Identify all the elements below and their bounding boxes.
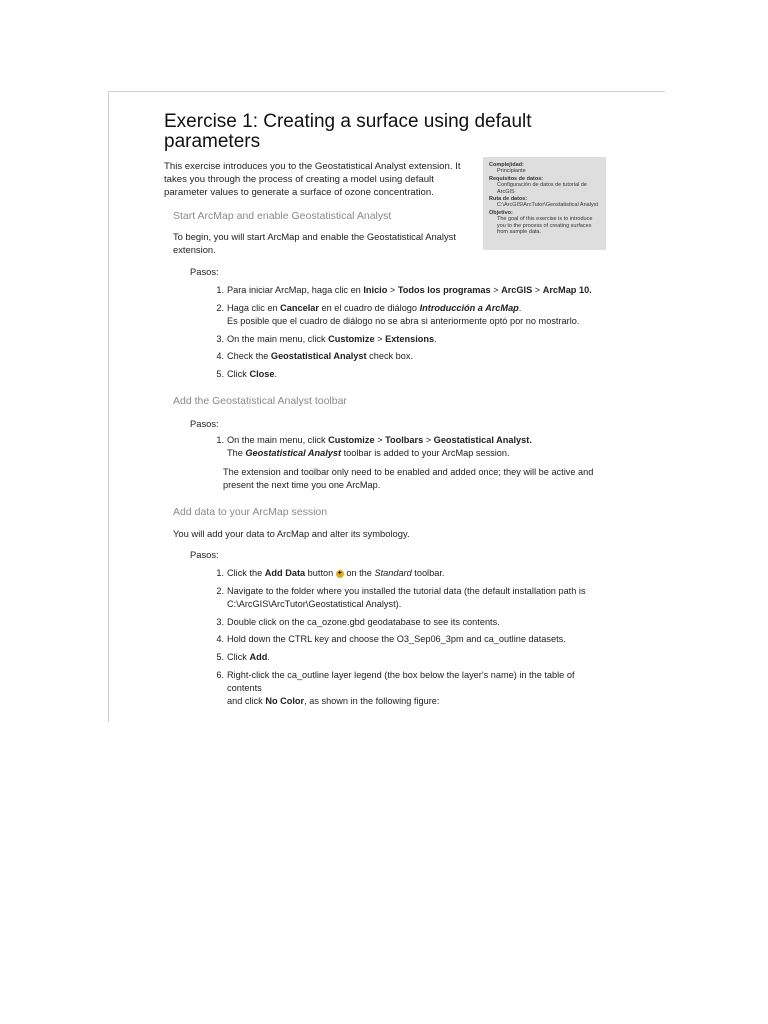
section2-pasos-label: Pasos: xyxy=(190,418,219,429)
requirements-value: Configuración de datos de tutorial de ArcGIS xyxy=(497,182,587,195)
step-number: 4. xyxy=(216,351,224,361)
section3-pasos-label: Pasos: xyxy=(190,549,219,560)
step-text: Haga clic en Cancelar en el cuadro de diálogo Introducción a ArcMap. Es posible que el cuadro de diálogo no se abra si anteriormente optó por no mostrarlo. xyxy=(227,303,580,326)
step-number: 2. xyxy=(216,586,224,596)
step-number: 6. xyxy=(216,670,224,680)
step-text: Para iniciar ArcMap, haga clic en Inicio > Todos los programas > ArcGIS > ArcMap 10. xyxy=(227,285,592,295)
step-text: Hold down the CTRL key and choose the O3_Sep06_3pm and ca_outline datasets. xyxy=(227,634,566,644)
section1-pasos-label: Pasos: xyxy=(190,266,219,277)
section1-paragraph: To begin, you will start ArcMap and enable the Geostatistical Analyst extension. xyxy=(173,231,456,255)
step-text: Double click on the ca_ozone.gbd geodatabase to see its contents. xyxy=(227,617,500,627)
step-text: On the main menu, click Customize > Toolbars > Geostatistical Analyst. The Geostatistical Analyst toolbar is added to your ArcMap session. xyxy=(227,435,532,458)
step-number: 4. xyxy=(216,634,224,644)
step-text: On the main menu, click Customize > Extensions. xyxy=(227,334,437,344)
step-number: 5. xyxy=(216,369,224,379)
step-number: 3. xyxy=(216,617,224,627)
intro-paragraph: This exercise introduces you to the Geostatistical Analyst extension. It takes you through the process of creating a model using default parameter values to generate a surface of ozone concentration. xyxy=(164,161,461,198)
page-title: Exercise 1: Creating a surface using default parameters xyxy=(164,111,532,152)
step-number: 2. xyxy=(216,303,224,313)
section-heading-add-toolbar: Add the Geostatistical Analyst toolbar xyxy=(173,395,347,407)
toolbar-note: The extension and toolbar only need to be enabled and added once; they will be active and present the next time you one ArcMap. xyxy=(223,467,594,490)
requirements-label: Requisitos de datos: xyxy=(489,175,544,182)
step-number: 1. xyxy=(216,568,224,578)
step-number: 5. xyxy=(216,652,224,662)
step-text: Click Close. xyxy=(227,369,278,379)
section3-paragraph: You will add your data to ArcMap and alter its symbology. xyxy=(173,528,410,539)
complexity-label: Complejidad: xyxy=(489,162,524,168)
step-text: Right-click the ca_outline layer legend (the box below the layer's name) in the table of contents and click No Color, as shown in the following figure: xyxy=(227,670,575,706)
complexity-value: Principiante xyxy=(497,168,526,175)
step-number: 1. xyxy=(216,435,224,445)
step-number: 3. xyxy=(216,334,224,344)
section-heading-add-data: Add data to your ArcMap session xyxy=(173,506,328,518)
step-text: Click the Add Data button + on the Standard toolbar. xyxy=(227,568,445,578)
add-data-icon: + xyxy=(337,569,342,577)
step-text: Click Add. xyxy=(227,652,270,662)
objective-label: Objetivo: xyxy=(489,209,513,216)
objective-value: The goal of this exercise is to introduce you to the process of creating surfaces from sample data. xyxy=(497,216,593,236)
step-number: 1. xyxy=(216,285,224,295)
exercise-info-box xyxy=(483,157,606,250)
step-text: Check the Geostatistical Analyst check box. xyxy=(227,351,414,361)
step-text: Navigate to the folder where you installed the tutorial data (the default installation path is C:\ArcGIS\ArcTutor\Geostatistical Analyst). xyxy=(227,586,586,609)
data-path-value: C:\ArcGIS\ArcTutor\Geostatistical Analyst xyxy=(497,202,598,209)
section-heading-start-arcmap: Start ArcMap and enable Geostatistical Analyst xyxy=(173,210,392,222)
data-path-label: Ruta de datos: xyxy=(489,196,528,203)
